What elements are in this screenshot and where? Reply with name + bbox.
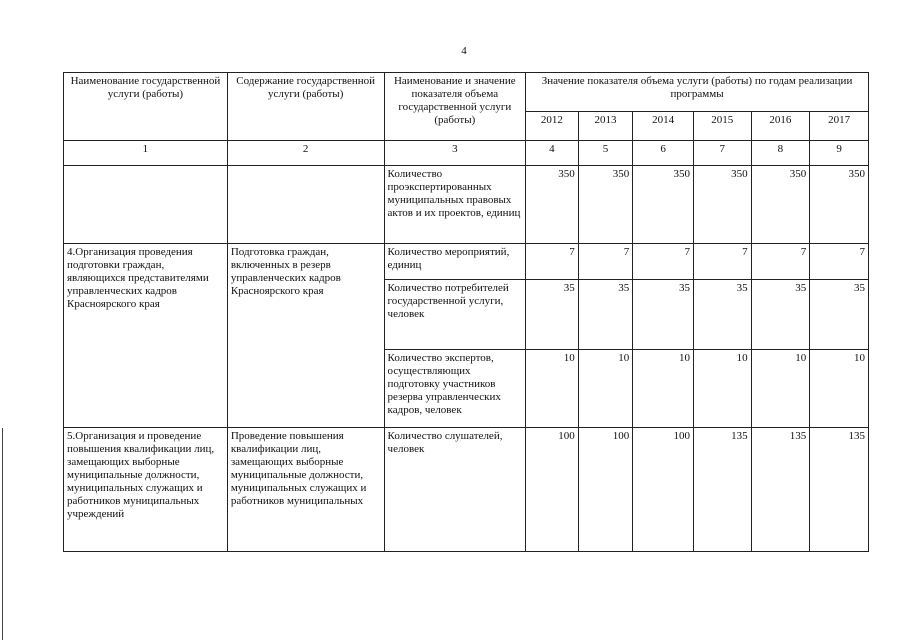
column-number: 6 (633, 141, 694, 166)
header-year: 2016 (751, 112, 810, 141)
column-numbers-row (64, 141, 869, 166)
value-cell: 7 (810, 244, 869, 280)
column-number: 2 (227, 141, 384, 166)
value-cell: 350 (578, 166, 633, 244)
value-cell: 10 (633, 350, 694, 428)
value-cell: 7 (693, 244, 751, 280)
column-number: 3 (384, 141, 526, 166)
column-number: 4 (526, 141, 579, 166)
value-cell: 10 (526, 350, 579, 428)
indicator-cell: Количество потребителей государственной услуги, человек (384, 280, 526, 350)
table-row (64, 244, 869, 280)
value-cell: 35 (810, 280, 869, 350)
page-number: 4 (461, 45, 467, 57)
scan-edge-line (2, 428, 3, 640)
header-year: 2013 (578, 112, 633, 141)
table-row (64, 166, 869, 244)
service-cell: 5.Организация и проведение повышения квалификации лиц, замещающих выборные муниципальные должности, муниципальных служащих и работников муниципальных учреждений (64, 428, 228, 552)
value-cell: 10 (810, 350, 869, 428)
value-cell: 100 (633, 428, 694, 552)
value-cell: 35 (526, 280, 579, 350)
content-cell: Подготовка граждан, включенных в резерв управленческих кадров Красноярского края (227, 244, 384, 428)
header-year: 2015 (693, 112, 751, 141)
value-cell: 350 (810, 166, 869, 244)
column-number: 8 (751, 141, 810, 166)
content-cell: Проведение повышения квалификации лиц, замещающих выборные муниципальные должности, муниципальных служащих и работников муниципальных (227, 428, 384, 552)
value-cell: 100 (526, 428, 579, 552)
column-number: 7 (693, 141, 751, 166)
value-cell: 135 (751, 428, 810, 552)
value-cell: 350 (633, 166, 694, 244)
header-service: Наименование государственной услуги (работы) (64, 73, 228, 141)
value-cell: 35 (578, 280, 633, 350)
indicator-cell: Количество проэкспертированных муниципальных правовых актов и их проектов, единиц (384, 166, 526, 244)
value-cell: 350 (693, 166, 751, 244)
value-cell: 10 (693, 350, 751, 428)
header-years-group: Значение показателя объема услуги (работы) по годам реализации программы (526, 73, 869, 112)
column-number: 5 (578, 141, 633, 166)
service-cell (64, 166, 228, 244)
header-year: 2017 (810, 112, 869, 141)
column-number: 1 (64, 141, 228, 166)
column-number: 9 (810, 141, 869, 166)
value-cell: 7 (751, 244, 810, 280)
indicator-cell: Количество слушателей, человек (384, 428, 526, 552)
value-cell: 7 (526, 244, 579, 280)
value-cell: 35 (751, 280, 810, 350)
service-cell: 4.Организация проведения подготовки граждан, являющихся представителями управленческих кадров Красноярского края (64, 244, 228, 428)
value-cell: 10 (578, 350, 633, 428)
value-cell: 135 (810, 428, 869, 552)
report-table (63, 72, 869, 552)
indicator-cell: Количество экспертов, осуществляющих подготовку участников резерва управленческих кадров, человек (384, 350, 526, 428)
value-cell: 350 (526, 166, 579, 244)
header-content: Содержание государственной услуги (работы) (227, 73, 384, 141)
header-year: 2014 (633, 112, 694, 141)
header-indicator: Наименование и значение показателя объема государственной услуги (работы) (384, 73, 526, 141)
value-cell: 100 (578, 428, 633, 552)
indicator-cell: Количество мероприятий, единиц (384, 244, 526, 280)
value-cell: 10 (751, 350, 810, 428)
value-cell: 35 (633, 280, 694, 350)
value-cell: 7 (578, 244, 633, 280)
value-cell: 135 (693, 428, 751, 552)
value-cell: 350 (751, 166, 810, 244)
table-row (64, 428, 869, 552)
value-cell: 7 (633, 244, 694, 280)
content-cell (227, 166, 384, 244)
header-year: 2012 (526, 112, 579, 141)
value-cell: 35 (693, 280, 751, 350)
header-row (64, 73, 869, 112)
